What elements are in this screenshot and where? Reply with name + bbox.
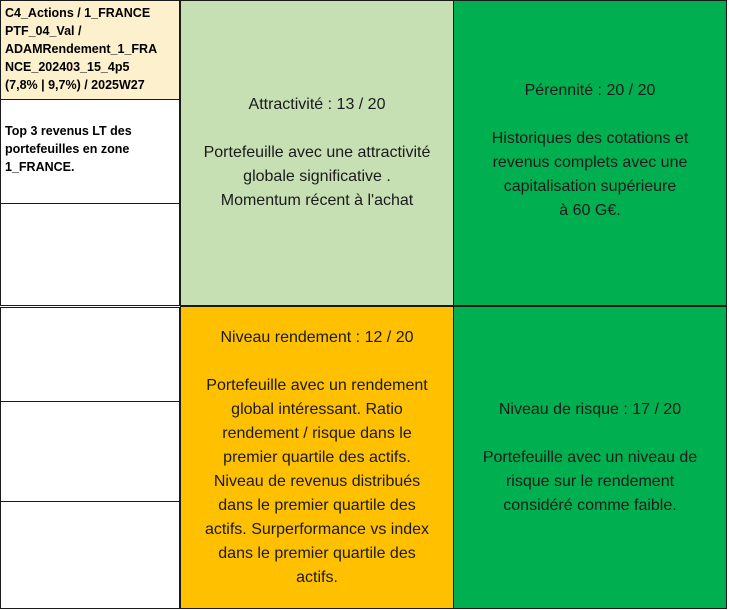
header-line-3: ADAMRendement_1_FRA	[5, 42, 158, 56]
description-line-3: 1_FRANCE.	[5, 160, 75, 174]
attractivite-line-1: Portefeuille avec une attractivité	[203, 144, 431, 161]
perennite-title: Pérennité : 20 / 20	[524, 82, 656, 99]
risque-line-3: considéré comme faible.	[503, 496, 677, 514]
header-line-1: C4_Actions / 1_FRANCE	[5, 6, 151, 20]
description-line-2: portefeuilles en zone	[5, 142, 130, 156]
rendement-line-4: premier quartile des actifs.	[223, 448, 411, 466]
empty-cell-4	[0, 501, 180, 609]
risque-panel	[453, 306, 727, 609]
empty-cell-2	[0, 307, 180, 402]
rendement-line-1: Portefeuille avec un rendement	[206, 376, 428, 394]
perennite-line-4: à 60 G€.	[559, 202, 621, 219]
header-line-5: (7,8% | 9,7%) / 2025W27	[5, 78, 145, 92]
rendement-line-6: dans le premier quartile des	[218, 496, 416, 514]
description-line-1: Top 3 revenus LT des	[5, 124, 132, 138]
risque-text	[483, 446, 697, 518]
rendement-title: Niveau rendement : 12 / 20	[220, 328, 414, 346]
attractivite-line-3: Momentum récent à l'achat	[220, 192, 414, 209]
attractivite-panel	[180, 0, 454, 306]
perennite-panel	[453, 0, 727, 306]
risque-line-1: Portefeuille avec un niveau de	[482, 448, 698, 466]
perennite-line-3: capitalisation supérieure	[503, 178, 677, 195]
rendement-line-2: global intéressant. Ratio	[231, 400, 403, 418]
perennite-text	[492, 127, 689, 223]
perennite-line-1: Historiques des cotations et	[491, 130, 689, 147]
rendement-panel	[180, 306, 454, 609]
empty-cell-1	[0, 203, 180, 306]
portfolio-info-cell	[0, 0, 180, 100]
risque-line-2: risque sur le rendement	[505, 472, 675, 490]
header-line-4: NCE_202403_15_4p5	[5, 60, 130, 74]
header-line-2: PTF_04_Val /	[5, 24, 82, 38]
empty-cell-3	[0, 401, 180, 502]
rendement-line-7: actifs. Surperformance vs index	[204, 520, 430, 538]
attractivite-title: Attractivité : 13 / 20	[248, 96, 386, 113]
rendement-text	[205, 374, 429, 590]
attractivite-text	[204, 141, 431, 213]
risque-title: Niveau de risque : 17 / 20	[498, 400, 682, 418]
rendement-line-8: dans le premier quartile des	[218, 544, 416, 562]
rendement-line-3: rendement / risque dans le	[222, 424, 412, 442]
rendement-line-9: actifs.	[296, 568, 338, 586]
perennite-line-2: revenus complets avec une	[492, 154, 688, 171]
attractivite-line-2: globale significative .	[243, 168, 391, 185]
rendement-line-5: Niveau de revenus distribués	[213, 472, 421, 490]
portfolio-description-cell	[0, 99, 180, 204]
